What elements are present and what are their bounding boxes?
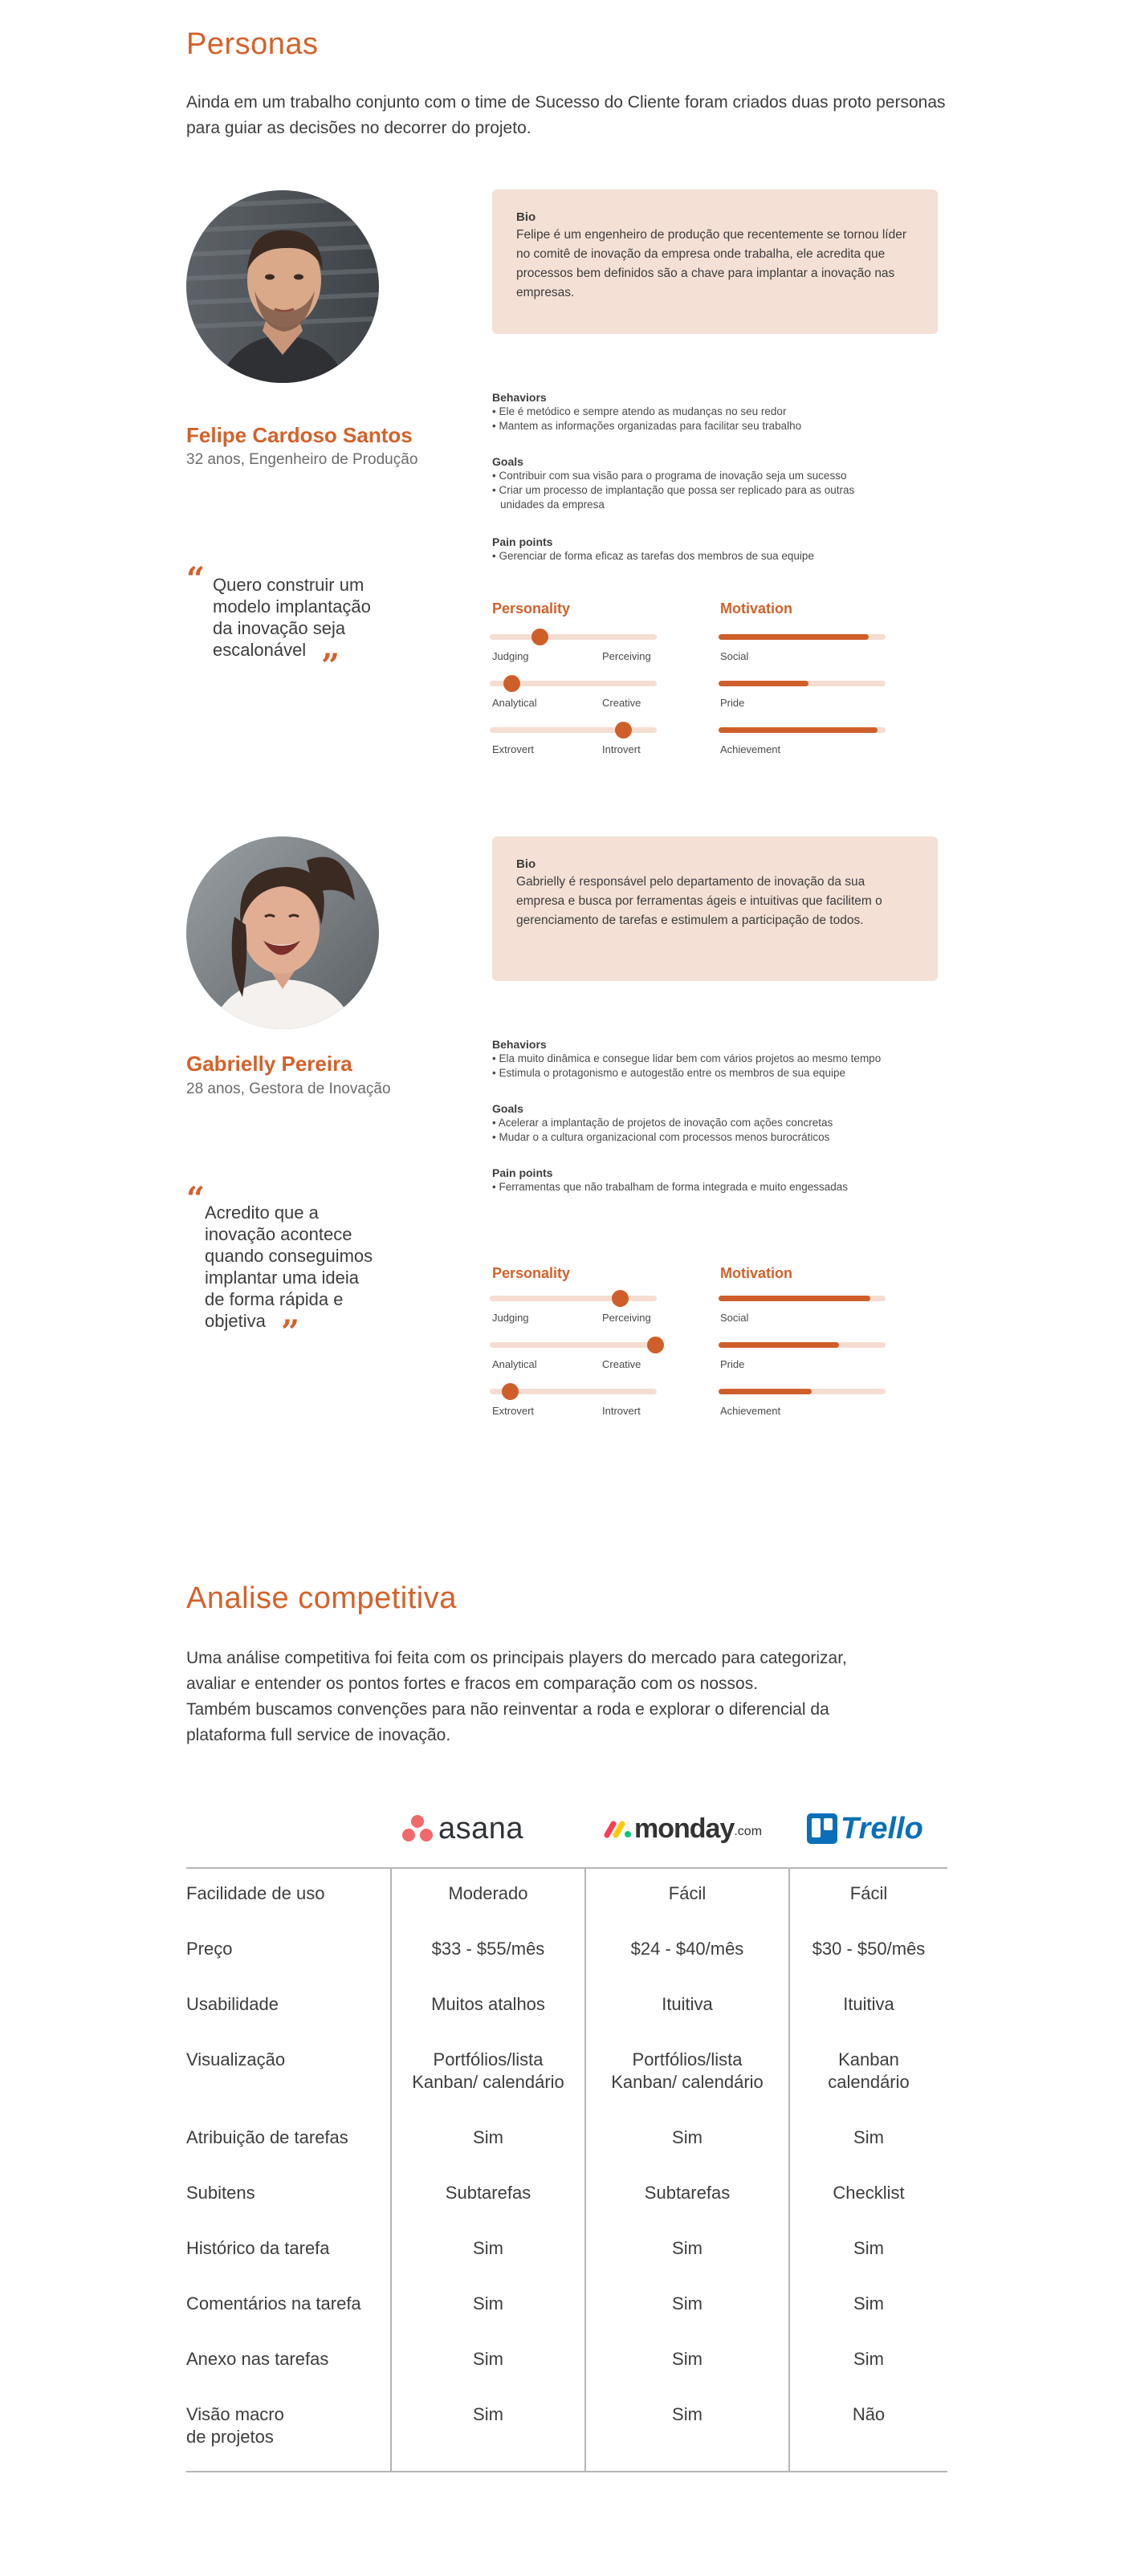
table-cell: Muitos atalhos bbox=[431, 1994, 545, 2014]
table-cell: Subtarefas bbox=[644, 2183, 731, 2203]
table-cell: Kanban calendário bbox=[828, 2049, 910, 2092]
monday-logo: monday .com bbox=[604, 1813, 762, 1845]
table-row-label: Visão macro de projetos bbox=[186, 2404, 284, 2447]
personas-title: Personas bbox=[186, 27, 319, 61]
avatar bbox=[186, 836, 379, 1029]
personality-slider bbox=[490, 1389, 657, 1394]
table-row-label: Atribuição de tarefas bbox=[186, 2127, 348, 2147]
persona-name: Gabrielly Pereira bbox=[186, 1052, 352, 1076]
bio-text: Gabrielly é responsável pelo departamento de inovação da sua empresa e busca por ferramentas ágeis e intuitivas que facilitem o gerenciamento de tarefas e estimulem a participação de todos. bbox=[516, 875, 882, 927]
goals-block: Goals • Contribuir com sua visão para o programa de inovação seja um sucesso • Criar um processo de implantação que possa ser replicado para as outras unidades da empresa bbox=[492, 455, 855, 511]
motivation-bar-fill bbox=[719, 727, 878, 733]
table-top-rule bbox=[186, 1867, 947, 1869]
slider-right-label: Perceiving bbox=[602, 1312, 651, 1324]
motivation-bar-fill bbox=[719, 1389, 812, 1394]
motivation-label: Pride bbox=[720, 1358, 745, 1370]
open-quote-icon: “ bbox=[186, 560, 206, 598]
table-row-label: Visualização bbox=[186, 2049, 286, 2069]
persona-quote: Acredito que a inovação acontece quando conseguimos implantar uma ideia de forma rápida e objetiva bbox=[205, 1203, 373, 1331]
slider-right-label: Perceiving bbox=[602, 650, 651, 662]
competitive-title: Analise competitiva bbox=[186, 1581, 457, 1615]
personality-slider bbox=[490, 634, 657, 640]
table-cell: Portfólios/lista Kanban/ calendário bbox=[412, 2049, 564, 2092]
goals-block: Goals • Acelerar a implantação de projetos de inovação com ações concretas • Mudar o a cultura organizacional com processos menos burocráticos bbox=[492, 1102, 833, 1143]
motivation-label: Social bbox=[720, 1312, 749, 1324]
slider-right-label: Introvert bbox=[602, 1405, 641, 1417]
personality-slider bbox=[490, 1296, 657, 1301]
personality-slider-knob bbox=[612, 1290, 629, 1307]
table-cell: Sim bbox=[473, 2293, 503, 2314]
table-cell: Sim bbox=[672, 2293, 702, 2314]
table-cell: Fácil bbox=[668, 1883, 707, 1903]
personality-title: Personality bbox=[492, 600, 571, 617]
persona-name: Felipe Cardoso Santos bbox=[186, 423, 413, 447]
motivation-bar bbox=[719, 1342, 886, 1348]
bio-text: Felipe é um engenheiro de produção que recentemente se tornou líder no comitê de inovação da empresa onde trabalha, ele acredita que processos bem definidos são a chave para implantar a inovação nas empresas. bbox=[516, 228, 906, 299]
slider-left-label: Judging bbox=[492, 1312, 529, 1324]
behaviors-block: Behaviors • Ela muito dinâmica e consegue lidar bem com vários projetos ao mesmo tempo • Estimula o protagonismo e autogestão entre os membros de sua equipe bbox=[492, 1038, 882, 1079]
motivation-label: Pride bbox=[720, 697, 745, 709]
table-cell: Ituitiva bbox=[662, 1994, 713, 2014]
motivation-bar bbox=[719, 1296, 886, 1301]
table-cell: Fácil bbox=[849, 1883, 888, 1903]
table-cell: Moderado bbox=[448, 1883, 528, 1903]
slider-left-label: Extrovert bbox=[492, 1405, 535, 1417]
close-quote-icon: ” bbox=[281, 1313, 300, 1351]
motivation-bar bbox=[719, 681, 886, 686]
bio-title: Bio bbox=[516, 210, 536, 224]
pain-points-block: Pain points • Ferramentas que não trabalham de forma integrada e muito engessadas bbox=[492, 1166, 848, 1193]
table-row-label: Histórico da tarefa bbox=[186, 2238, 330, 2258]
motivation-bar bbox=[719, 634, 886, 640]
behaviors-block: Behaviors • Ele é metódico e sempre atendo as mudanças no seu redor • Mantem as informações organizadas para facilitar seu trabalho bbox=[492, 391, 802, 432]
slider-left-label: Judging bbox=[492, 650, 529, 662]
motivation-label: Achievement bbox=[720, 1405, 781, 1417]
motivation-bar bbox=[719, 1389, 886, 1394]
motivation-label: Social bbox=[720, 650, 749, 662]
personality-slider bbox=[490, 1342, 657, 1348]
slider-left-label: Extrovert bbox=[492, 743, 535, 755]
personality-slider-knob bbox=[647, 1337, 664, 1353]
table-cell: Sim bbox=[473, 2127, 503, 2147]
table-cell: Sim bbox=[853, 2238, 884, 2258]
competitive-intro: Uma análise competitiva foi feita com os principais players do mercado para categorizar, avaliar e entender os pontos fortes e fracos em comparação com os nossos. Também buscamos convenções para não reinventar a roda e explorar o diferencial da plataforma full service de inovação. bbox=[186, 1649, 847, 1744]
persona-subtitle: 32 anos, Engenheiro de Produção bbox=[186, 451, 418, 468]
trello-logo: Trello bbox=[807, 1811, 923, 1846]
table-cell: Ituitiva bbox=[843, 1994, 894, 2014]
motivation-bar-fill bbox=[719, 1342, 839, 1348]
persona-subtitle: 28 anos, Gestora de Inovação bbox=[186, 1080, 391, 1097]
table-cell: Sim bbox=[853, 2349, 884, 2369]
personality-slider-knob bbox=[502, 1383, 519, 1400]
table-cell: Sim bbox=[473, 2349, 503, 2369]
bio-box bbox=[492, 836, 938, 981]
table-row-label: Anexo nas tarefas bbox=[186, 2349, 329, 2369]
motivation-bar-fill bbox=[719, 1296, 870, 1301]
motivation-label: Achievement bbox=[720, 743, 781, 755]
slider-left-label: Analytical bbox=[492, 697, 537, 709]
motivation-bar-fill bbox=[719, 634, 869, 640]
asana-logo: asana bbox=[401, 1813, 523, 1845]
slider-right-label: Creative bbox=[602, 1358, 641, 1370]
personality-slider bbox=[490, 681, 657, 686]
trello-board-icon bbox=[807, 1813, 837, 1844]
motivation-title: Motivation bbox=[720, 600, 792, 617]
slider-left-label: Analytical bbox=[492, 1358, 537, 1370]
motivation-title: Motivation bbox=[720, 1265, 792, 1281]
personality-slider-knob bbox=[531, 629, 548, 645]
asana-dots-icon bbox=[401, 1814, 434, 1843]
personas-intro: Ainda em um trabalho conjunto com o time de Sucesso do Cliente foram criados duas proto personas para guiar as decisões no decorrer do projeto. bbox=[186, 93, 946, 137]
table-cell: Sim bbox=[672, 2127, 702, 2147]
table-cell: $30 - $50/mês bbox=[812, 1939, 926, 1959]
bio-title: Bio bbox=[516, 857, 536, 871]
table-row-label: Facilidade de uso bbox=[186, 1883, 325, 1903]
table-row-label: Comentários na tarefa bbox=[186, 2293, 361, 2314]
table-cell: Sim bbox=[672, 2238, 702, 2258]
slider-right-label: Introvert bbox=[602, 743, 641, 755]
personality-slider-knob bbox=[615, 722, 632, 739]
table-cell: $24 - $40/mês bbox=[630, 1939, 744, 1959]
personality-title: Personality bbox=[492, 1265, 571, 1281]
table-cell: Subtarefas bbox=[445, 2183, 531, 2203]
personality-slider-knob bbox=[503, 675, 520, 692]
motivation-bar bbox=[719, 727, 886, 733]
bio-box bbox=[492, 189, 938, 334]
table-row-label: Preço bbox=[186, 1939, 233, 1959]
table-cell: Sim bbox=[672, 2349, 702, 2369]
monday-marks-icon bbox=[604, 1819, 633, 1838]
table-row-label: Subitens bbox=[186, 2183, 255, 2203]
avatar bbox=[186, 190, 379, 383]
table-cell: Sim bbox=[473, 2404, 503, 2424]
table-cell: Sim bbox=[853, 2293, 884, 2314]
pain-points-block: Pain points • Gerenciar de forma eficaz as tarefas dos membros de sua equipe bbox=[492, 535, 814, 562]
table-cell: Não bbox=[852, 2404, 886, 2424]
table-bottom-rule bbox=[186, 2471, 947, 2472]
motivation-bar-fill bbox=[719, 681, 808, 686]
table-row-label: Usabilidade bbox=[186, 1994, 279, 2014]
table-cell: $33 - $55/mês bbox=[431, 1939, 545, 1959]
table-cell: Sim bbox=[853, 2127, 884, 2147]
close-quote-icon: ” bbox=[321, 647, 340, 685]
open-quote-icon: “ bbox=[186, 1180, 206, 1218]
persona-quote: Quero construir um modelo implantação da inovação seja escalonável bbox=[213, 575, 371, 660]
table-cell: Sim bbox=[672, 2404, 702, 2424]
personality-slider bbox=[490, 727, 657, 733]
table-cell: Sim bbox=[473, 2238, 503, 2258]
table-cell: Portfólios/lista Kanban/ calendário bbox=[611, 2049, 764, 2092]
slider-right-label: Creative bbox=[602, 697, 641, 709]
table-cell: Checklist bbox=[833, 2183, 905, 2203]
